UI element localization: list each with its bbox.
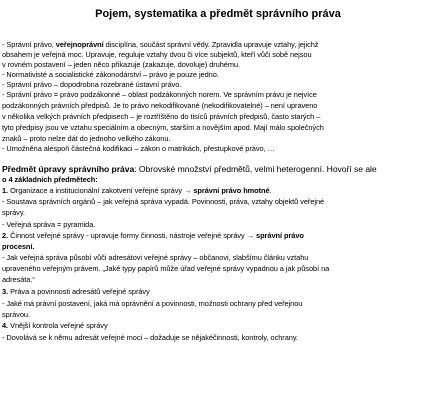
bold-text: 3. <box>2 287 9 296</box>
text-line <box>2 287 150 296</box>
text-line <box>2 134 170 143</box>
text-run: - Dovolává se k němu adresát veřejné moci – dožaduje se nějakéčinnosti, kontroly, ochrany. <box>2 333 298 342</box>
text-line <box>2 50 312 59</box>
text-line <box>2 264 329 273</box>
text-run: podzákonných právních předpisů. Je to právo nekodifikované (nekodifikovatelné) – není upraveno <box>2 101 318 110</box>
bold-text: procesní. <box>2 242 35 251</box>
text-line <box>2 220 95 229</box>
text-line <box>2 333 298 342</box>
text-line <box>2 321 108 330</box>
text-run: . <box>269 186 272 195</box>
text-run: - Umožněna alespoň částečná kodifikaci – zákon o matrikách, přestupkové právo, … <box>2 144 275 153</box>
text-run: tyto předpisy jsou ve vztahu speciálním a obecným, starším a novějším apod. Mají málo společných <box>2 123 324 132</box>
text-run: Práva a povinnosti adresátů veřejné správy <box>8 287 150 296</box>
text-line <box>2 101 317 110</box>
text-run: - Správní právo – dopodrobna rozebrané ústavní právo. <box>2 80 182 89</box>
bold-text: 1. <box>2 186 9 195</box>
text-run: : Obrovské množství předmětů, velmi heterogenní. Hovoří se ale <box>134 164 377 174</box>
text-run: správy. <box>2 208 25 217</box>
text-line <box>2 175 98 184</box>
text-line <box>2 112 320 121</box>
text-run: - Jak veřejná správa působí vůči adresátovi veřejné správy – občanovi, slabšímu článku vztahu <box>2 253 309 262</box>
bold-text: správní právo hmotné <box>193 186 270 195</box>
text-line <box>2 186 272 195</box>
page-title: Pojem, systematika a předmět správního práva <box>95 8 341 20</box>
text-run: adresáta.“ <box>2 275 35 284</box>
bold-text: Předmět úpravy správního práva <box>2 164 135 174</box>
text-run: v rovném postavení – jeden něco přikazuje (zakazuje, dovoluje) druhému. <box>2 60 241 69</box>
text-line <box>2 231 304 240</box>
text-line <box>2 123 324 132</box>
text-run: Vnější kontrola veřejné správy <box>8 321 108 330</box>
text-run: v několika velkých právních předpisech – je roztříštěno do tisíců právních předpisů, často starých – <box>2 112 321 121</box>
text-line <box>2 90 317 99</box>
text-run: - Jaké má právní postavení, jaká má oprávnění a povinnosti, možnosti ochrany před veřejnou <box>2 299 303 308</box>
bold-text: veřejnoprávní <box>55 40 104 49</box>
text-run: - Soustava správních orgánů – jak veřejná správa vypadá. Povinnosti, práva, vztahy objektů veřejné <box>2 197 325 206</box>
text-run: - Správní právo = právo podzákonné – oblast podzákonných norem. Ve správním právu je nejvíce <box>2 90 317 99</box>
text-run: - Správní právo, <box>2 40 56 49</box>
text-line <box>2 40 318 49</box>
text-run: správou. <box>2 310 30 319</box>
text-run: znaků – proto nelze dát do jednoho velkého zákonu. <box>2 134 171 143</box>
text-run: obsahem je veřejná moc. Upravuje, reguluje vztahy dvou či více subjektů, kteří vůči sobě nejsou <box>2 50 312 59</box>
text-line <box>2 197 324 206</box>
text-line <box>2 70 219 79</box>
text-line <box>2 144 275 153</box>
text-line <box>2 208 25 217</box>
text-line <box>2 253 308 262</box>
text-run: - Veřejná správa = pyramida. <box>2 220 96 229</box>
text-run: Činnost veřejné správy - upravuje formy činnosti, nástroje veřejné správy → <box>8 231 257 240</box>
text-line <box>2 242 34 251</box>
text-line <box>2 275 35 284</box>
bold-text: 2. <box>2 231 9 240</box>
text-run: - Normativisté a socialistické zákonodárství – právo je pouze jedno. <box>2 70 219 79</box>
text-line <box>2 80 181 89</box>
text-run: disciplína, součást správní vědy. Zpravidla upravuje vztahy, jejichž <box>103 40 319 49</box>
text-run: Organizace a institucionální zakotvení veřejné správy → <box>8 186 194 195</box>
text-line <box>2 164 377 174</box>
text-line <box>2 310 30 319</box>
bold-text: 4. <box>2 321 9 330</box>
text-run: upraveného veřejným právem. „Jaké typy papírů může úřad veřejné správy vypadnou a jak působí na <box>2 264 330 273</box>
bold-text: správní právo <box>256 231 304 240</box>
bold-text: o 4 základních předmětech: <box>2 175 98 184</box>
text-line <box>2 299 302 308</box>
text-line <box>2 60 240 69</box>
